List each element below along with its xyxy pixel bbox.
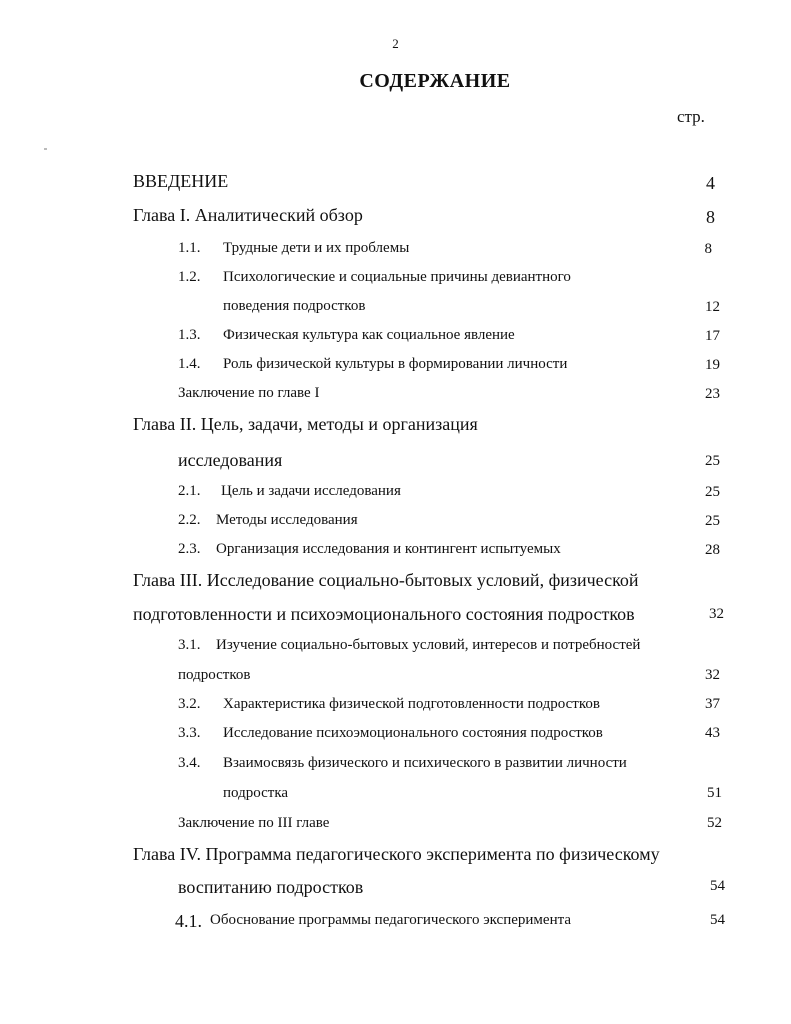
toc-section-num: 1.1. <box>178 240 201 256</box>
toc-page: 4 <box>706 173 715 193</box>
toc-section-num: 3.3. <box>178 725 201 741</box>
toc-page: 32 <box>709 606 724 622</box>
toc-section: Обоснование программы педагогического эксперимента <box>210 912 571 928</box>
toc-page: 54 <box>710 878 725 894</box>
toc-section-num: 4.1. <box>175 911 202 931</box>
toc-section: Трудные дети и их проблемы <box>223 240 410 256</box>
toc-chapter-cont: воспитанию подростков <box>178 877 364 897</box>
page-column-label: стр. <box>677 107 705 126</box>
toc-section-num: 2.1. <box>178 483 201 499</box>
toc-section-num: 1.2. <box>178 269 201 285</box>
toc-section-num: 2.2. <box>178 512 201 528</box>
toc-page: 23 <box>705 386 720 402</box>
toc-page: 8 <box>704 241 712 257</box>
toc-page: 51 <box>707 785 722 801</box>
toc-section: Роль физической культуры в формировании личности <box>223 356 568 372</box>
toc-section-num: 3.2. <box>178 696 201 712</box>
toc-page: 17 <box>705 328 720 344</box>
toc-page: 25 <box>705 453 720 469</box>
toc-chapter-4: Глава IV. Программа педагогического эксперимента по физическому <box>133 844 660 864</box>
toc-section: Характеристика физической подготовленности подростков <box>223 696 600 712</box>
toc-section-num: 1.4. <box>178 356 201 372</box>
toc-page: 12 <box>705 299 720 315</box>
toc-page: 32 <box>705 667 720 683</box>
toc-chapter-1: Глава I. Аналитический обзор <box>133 205 363 225</box>
toc-conclusion: Заключение по III главе <box>178 815 330 831</box>
toc-chapter-3: Глава III. Исследование социально-бытовых условий, физической <box>133 570 639 590</box>
toc-page: 43 <box>705 725 720 741</box>
toc-section-cont: подростков <box>178 667 251 683</box>
toc-section-num: 3.1. <box>178 637 201 653</box>
toc-page: 54 <box>710 912 725 928</box>
toc-page: 28 <box>705 542 720 558</box>
toc-section-num: 1.3. <box>178 327 201 343</box>
toc-section: Изучение социально-бытовых условий, интересов и потребностей <box>216 637 641 653</box>
toc-page: 52 <box>707 815 722 831</box>
scan-speck <box>44 148 47 150</box>
toc-section-cont: подростка <box>223 785 289 801</box>
toc-section: Исследование психоэмоционального состояния подростков <box>223 725 603 741</box>
toc-chapter-2: Глава II. Цель, задачи, методы и организация <box>133 414 478 434</box>
toc-section: Организация исследования и контингент испытуемых <box>216 541 561 557</box>
toc-page: 8 <box>706 207 715 227</box>
toc-chapter-cont: подготовленности и психоэмоционального состояния подростков <box>133 604 635 624</box>
toc-section-cont: поведения подростков <box>223 298 366 314</box>
toc-section: Физическая культура как социальное явление <box>223 327 515 343</box>
toc-section: Методы исследования <box>216 512 358 528</box>
page-title: СОДЕРЖАНИЕ <box>359 70 511 92</box>
toc-section: Цель и задачи исследования <box>221 483 401 499</box>
toc-page: 25 <box>705 513 720 529</box>
toc-intro: ВВЕДЕНИЕ <box>133 171 229 191</box>
toc-chapter-cont: исследования <box>178 450 283 470</box>
toc-page: 19 <box>705 357 720 373</box>
toc-page: 25 <box>705 484 720 500</box>
toc-section: Взаимосвязь физического и психического в развитии личности <box>223 755 627 771</box>
toc-conclusion: Заключение по главе I <box>178 385 320 401</box>
page-number: 2 <box>392 36 399 51</box>
toc-page: 37 <box>705 696 720 712</box>
toc-section: Психологические и социальные причины девиантного <box>223 269 571 285</box>
toc-section-num: 2.3. <box>178 541 201 557</box>
toc-section-num: 3.4. <box>178 755 201 771</box>
